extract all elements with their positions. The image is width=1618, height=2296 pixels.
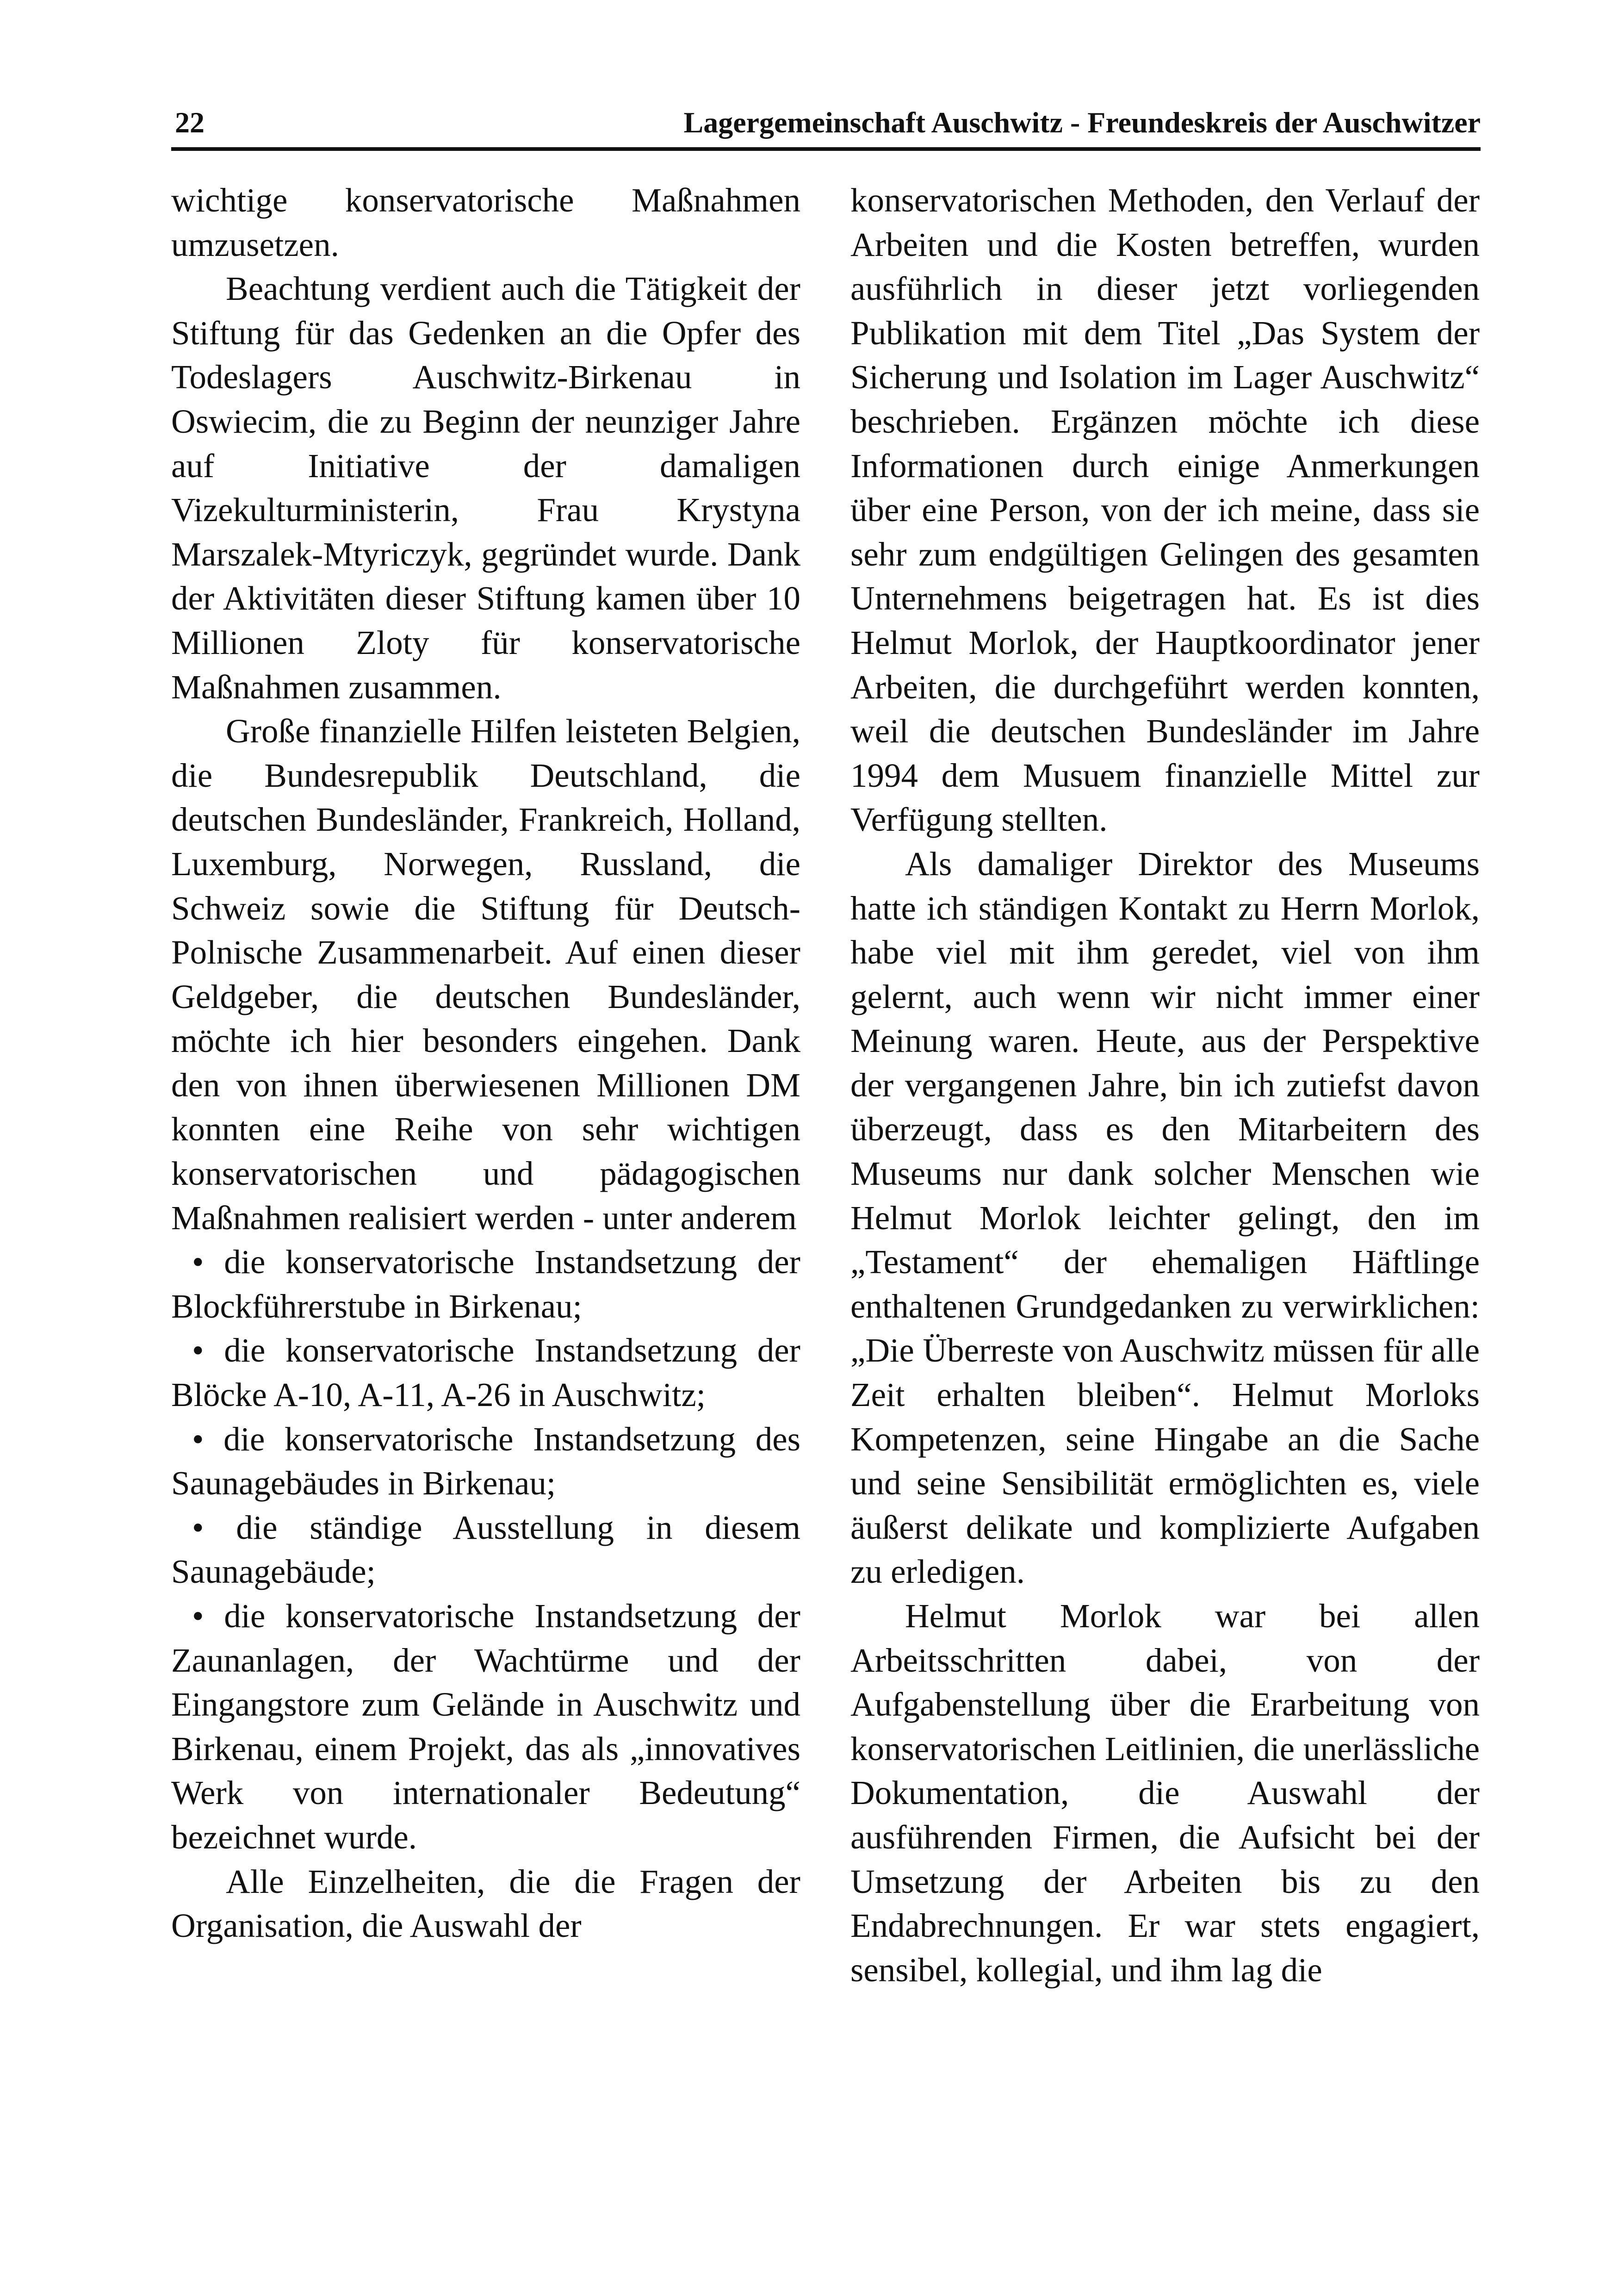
right-column (850, 178, 1480, 1992)
paragraph: wichtige konservatorische Maßnahmen umzusetzen. (171, 181, 800, 263)
bullet-item: • die konservatorische Instandsetzung des Saunagebäudes in Birkenau; (171, 1420, 800, 1502)
header-rule (171, 147, 1481, 151)
running-title: Lagergemeinschaft Auschwitz - Freundeskreis der Auschwitzer (683, 106, 1481, 139)
paragraph: Helmut Morlok war bei allen Arbeitsschritten dabei, von der Aufgabenstellung über die Erarbeitung von konservatorischen Leitlinien, die unerlässliche Dokumentation, die Auswahl der ausführenden Firmen, die Aufsicht bei der Umsetzung der Arbeiten bis zu den Endabrechnungen. Er war stets engagiert, sensibel, kollegial, und ihm lag die (850, 1597, 1480, 1989)
paragraph: Alle Einzelheiten, die die Fragen der Organisation, die Auswahl der (171, 1862, 800, 1945)
bullet-item: • die ständige Ausstellung in diesem Saunagebäude; (171, 1508, 800, 1591)
page-number: 22 (175, 106, 205, 139)
paragraph: Als damaliger Direktor des Museums hatte ich ständigen Kontakt zu Herrn Morlok, habe viel mit ihm geredet, viel von ihm gelernt, auch wenn wir nicht immer einer Meinung waren. Heute, aus der Perspektive der vergangenen Jahre, bin ich zutiefst davon überzeugt, dass es den Mitarbeitern des Museums nur dank solcher Menschen wie Helmut Morlok leichter gelingt, den im „Testament“ der ehemaligen Häftlinge enthaltenen Grundgedanken zu verwirklichen: „Die Überreste von Auschwitz müssen für alle Zeit erhalten bleiben“. Helmut Morloks Kompetenzen, seine Hingabe an die Sache und seine Sensibilität ermöglichten es, viele äußerst delikate und komplizierte Aufgaben zu erledigen. (850, 845, 1480, 1591)
paragraph: konservatorischen Methoden, den Verlauf der Arbeiten und die Kosten betreffen, wurden ausführlich in dieser jetzt vorliegenden Publikation mit dem Titel „Das System der Sicherung und Isolation im Lager Auschwitz“ beschrieben. Ergänzen möchte ich diese Informationen durch einige Anmerkungen über eine Person, von der ich meine, dass sie sehr zum endgültigen Gelingen des gesamten Unternehmens beigetragen hat. Es ist dies Helmut Morlok, der Hauptkoordinator jener Arbeiten, die durchgeführt werden konnten, weil die deutschen Bundesländer im Jahre 1994 dem Musuem finanzielle Mittel zur Verfügung stellten. (850, 181, 1480, 839)
bullet-item: • die konservatorische Instandsetzung der Blöcke A-10, A-11, A-26 in Auschwitz; (171, 1332, 800, 1414)
bullet-item: • die konservatorische Instandsetzung der Zaunanlagen, der Wachtürme und der Eingangstore zum Gelände in Auschwitz und Birkenau, einem Projekt, das als „innovatives Werk von internationaler Bedeutung“ bezeichnet wurde. (171, 1597, 800, 1856)
page-header (171, 104, 1481, 146)
bullet-item: • die konservatorische Instandsetzung der Blockführerstube in Birkenau; (171, 1243, 800, 1325)
paragraph: Große finanzielle Hilfen leisteten Belgien, die Bundesrepublik Deutschland, die deutschen Bundesländer, Frankreich, Holland, Luxemburg, Norwegen, Russland, die Schweiz sowie die Stiftung für Deutsch-Polnische Zusammenarbeit. Auf einen dieser Geldgeber, die deutschen Bundesländer, möchte ich hier besonders eingehen. Dank den von ihnen überwiesenen Millionen DM konnten eine Reihe von sehr wichtigen konservatorischen und pädagogischen Maßnahmen realisiert werden - unter anderem (171, 712, 800, 1237)
paragraph: Beachtung verdient auch die Tätigkeit der Stiftung für das Gedenken an die Opfer des Todeslagers Auschwitz-Birkenau in Oswiecim, die zu Beginn der neunziger Jahre auf Initiative der damaligen Vizekulturministerin, Frau Krystyna Marszalek-Mtyriczyk, gegründet wurde. Dank der Aktivitäten dieser Stiftung kamen über 10 Millionen Zloty für konservatorische Maßnahmen zusammen. (171, 270, 800, 706)
left-column (171, 178, 800, 1948)
